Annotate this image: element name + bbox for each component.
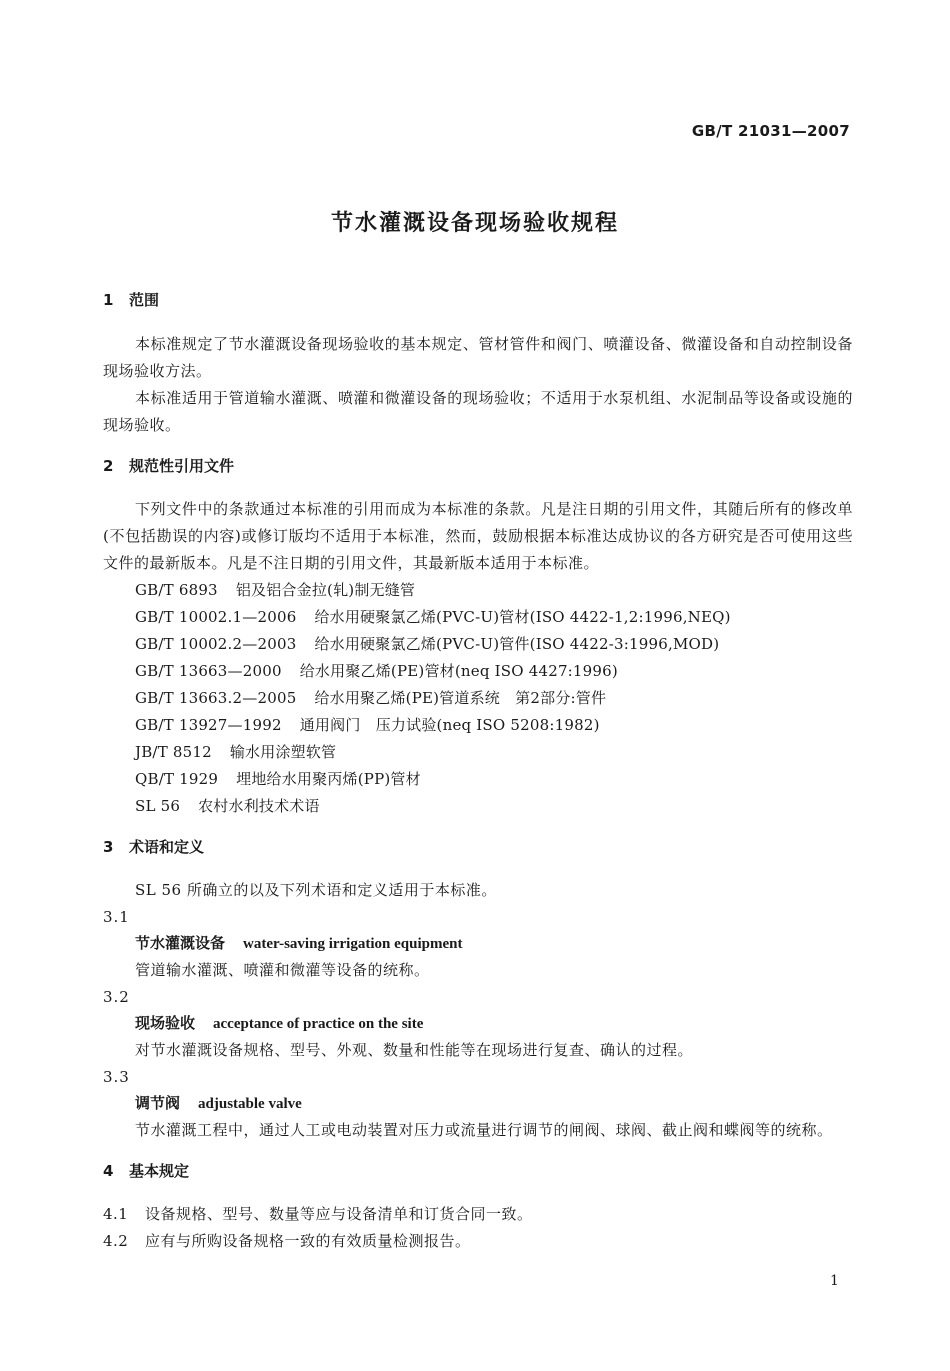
- section-title: 基本规定: [129, 1162, 190, 1180]
- section-number: 2: [103, 457, 114, 475]
- reference-item: [103, 766, 853, 793]
- document-title: 节水灌溉设备现场验收规程: [330, 211, 619, 236]
- clause-text: 设备规格、型号、数量等应与设备清单和订货合同一致。: [145, 1205, 533, 1223]
- reference-code: SL 56: [135, 797, 181, 815]
- term-definition: 对节水灌溉设备规格、型号、外观、数量和性能等在现场进行复查、确认的过程。: [135, 1041, 694, 1059]
- reference-item: [103, 739, 853, 766]
- reference-code: GB/T 13663.2—2005: [135, 689, 297, 707]
- reference-code: GB/T 13663—2000: [135, 662, 282, 680]
- reference-title: 给水用硬聚氯乙烯(PVC-U)管件(ISO 4422-3:1996,MOD): [314, 635, 720, 653]
- section-heading-normative-references: [103, 456, 853, 476]
- paragraph: 下列文件中的条款通过本标准的引用而成为本标准的条款。凡是注日期的引用文件，其随后所有的修改单(不包括勘误的内容)或修订版均不适用于本标准，然而，鼓励根据本标准达成协议的各方研究是否可使用这些文件的最新版本。凡是不注日期的引用文件，其最新版本适用于本标准。: [103, 500, 853, 572]
- term-heading: [103, 1090, 853, 1117]
- reference-title: 农村水利技术术语: [198, 797, 320, 815]
- term-definition: 管道输水灌溉、喷灌和微灌等设备的统称。: [135, 961, 430, 979]
- reference-title: 给水用硬聚氯乙烯(PVC-U)管材(ISO 4422-1,2:1996,NEQ): [314, 608, 731, 626]
- section-heading-basic-provisions: [103, 1161, 853, 1181]
- term-definition: 节水灌溉工程中，通过人工或电动装置对压力或流量进行调节的闸阀、球阀、截止阀和蝶阀等的统称。: [135, 1121, 833, 1139]
- section-title: 规范性引用文件: [129, 457, 235, 475]
- term-chinese: 调节阀: [135, 1094, 181, 1112]
- term-english: water-saving irrigation equipment: [243, 936, 463, 952]
- reference-item: [103, 685, 853, 712]
- section-heading-scope: [103, 290, 853, 310]
- clause-number: 4.2: [103, 1232, 129, 1250]
- clause-item: [103, 1228, 853, 1255]
- reference-code: QB/T 1929: [135, 770, 219, 788]
- section-number: 1: [103, 291, 114, 309]
- reference-item: [103, 604, 853, 631]
- reference-item: [103, 658, 853, 685]
- reference-item: [103, 793, 853, 820]
- reference-code: GB/T 6893: [135, 581, 218, 599]
- paragraph: 本标准规定了节水灌溉设备现场验收的基本规定、管材管件和阀门、喷灌设备、微灌设备和自动控制设备现场验收方法。: [103, 335, 853, 380]
- section-number: 3: [103, 838, 114, 856]
- term-heading: [103, 1010, 853, 1037]
- paragraph: SL 56 所确立的以及下列术语和定义适用于本标准。: [135, 881, 497, 899]
- term-english: acceptance of practice on the site: [213, 1016, 424, 1032]
- reference-code: GB/T 13927—1992: [135, 716, 282, 734]
- section-heading-terms-definitions: [103, 837, 853, 857]
- reference-code: GB/T 10002.1—2006: [135, 608, 297, 626]
- reference-code: GB/T 10002.2—2003: [135, 635, 297, 653]
- reference-title: 输水用涂塑软管: [229, 743, 337, 761]
- section-number: 4: [103, 1162, 114, 1180]
- term-number: 3.3: [103, 1068, 130, 1086]
- term-number: 3.2: [103, 988, 130, 1006]
- term-english: adjustable valve: [198, 1096, 302, 1112]
- reference-item: [103, 712, 853, 739]
- page-number: 1: [830, 1273, 839, 1289]
- term-chinese: 现场验收: [135, 1014, 196, 1032]
- reference-item: [103, 577, 853, 604]
- term-number: 3.1: [103, 908, 130, 926]
- paragraph: 本标准适用于管道输水灌溉、喷灌和微灌设备的现场验收；不适用于水泵机组、水泥制品等设备或设施的现场验收。: [103, 389, 853, 434]
- reference-title: 给水用聚乙烯(PE)管材(neq ISO 4427:1996): [299, 662, 618, 680]
- clause-text: 应有与所购设备规格一致的有效质量检测报告。: [145, 1232, 471, 1250]
- reference-item: [103, 631, 853, 658]
- standard-code: GB/T 21031—2007: [691, 122, 850, 140]
- term-chinese: 节水灌溉设备: [135, 934, 226, 952]
- reference-code: JB/T 8512: [135, 743, 212, 761]
- reference-title: 铝及铝合金拉(轧)制无缝管: [235, 581, 416, 599]
- reference-title: 埋地给水用聚丙烯(PP)管材: [236, 770, 421, 788]
- clause-number: 4.1: [103, 1205, 129, 1223]
- section-title: 范围: [129, 291, 160, 309]
- reference-title: 通用阀门 压力试验(neq ISO 5208:1982): [299, 716, 600, 734]
- reference-title: 给水用聚乙烯(PE)管道系统 第2部分:管件: [314, 689, 607, 707]
- clause-item: [103, 1201, 853, 1228]
- section-title: 术语和定义: [129, 838, 205, 856]
- document-body: [103, 290, 853, 1255]
- term-heading: [103, 930, 853, 957]
